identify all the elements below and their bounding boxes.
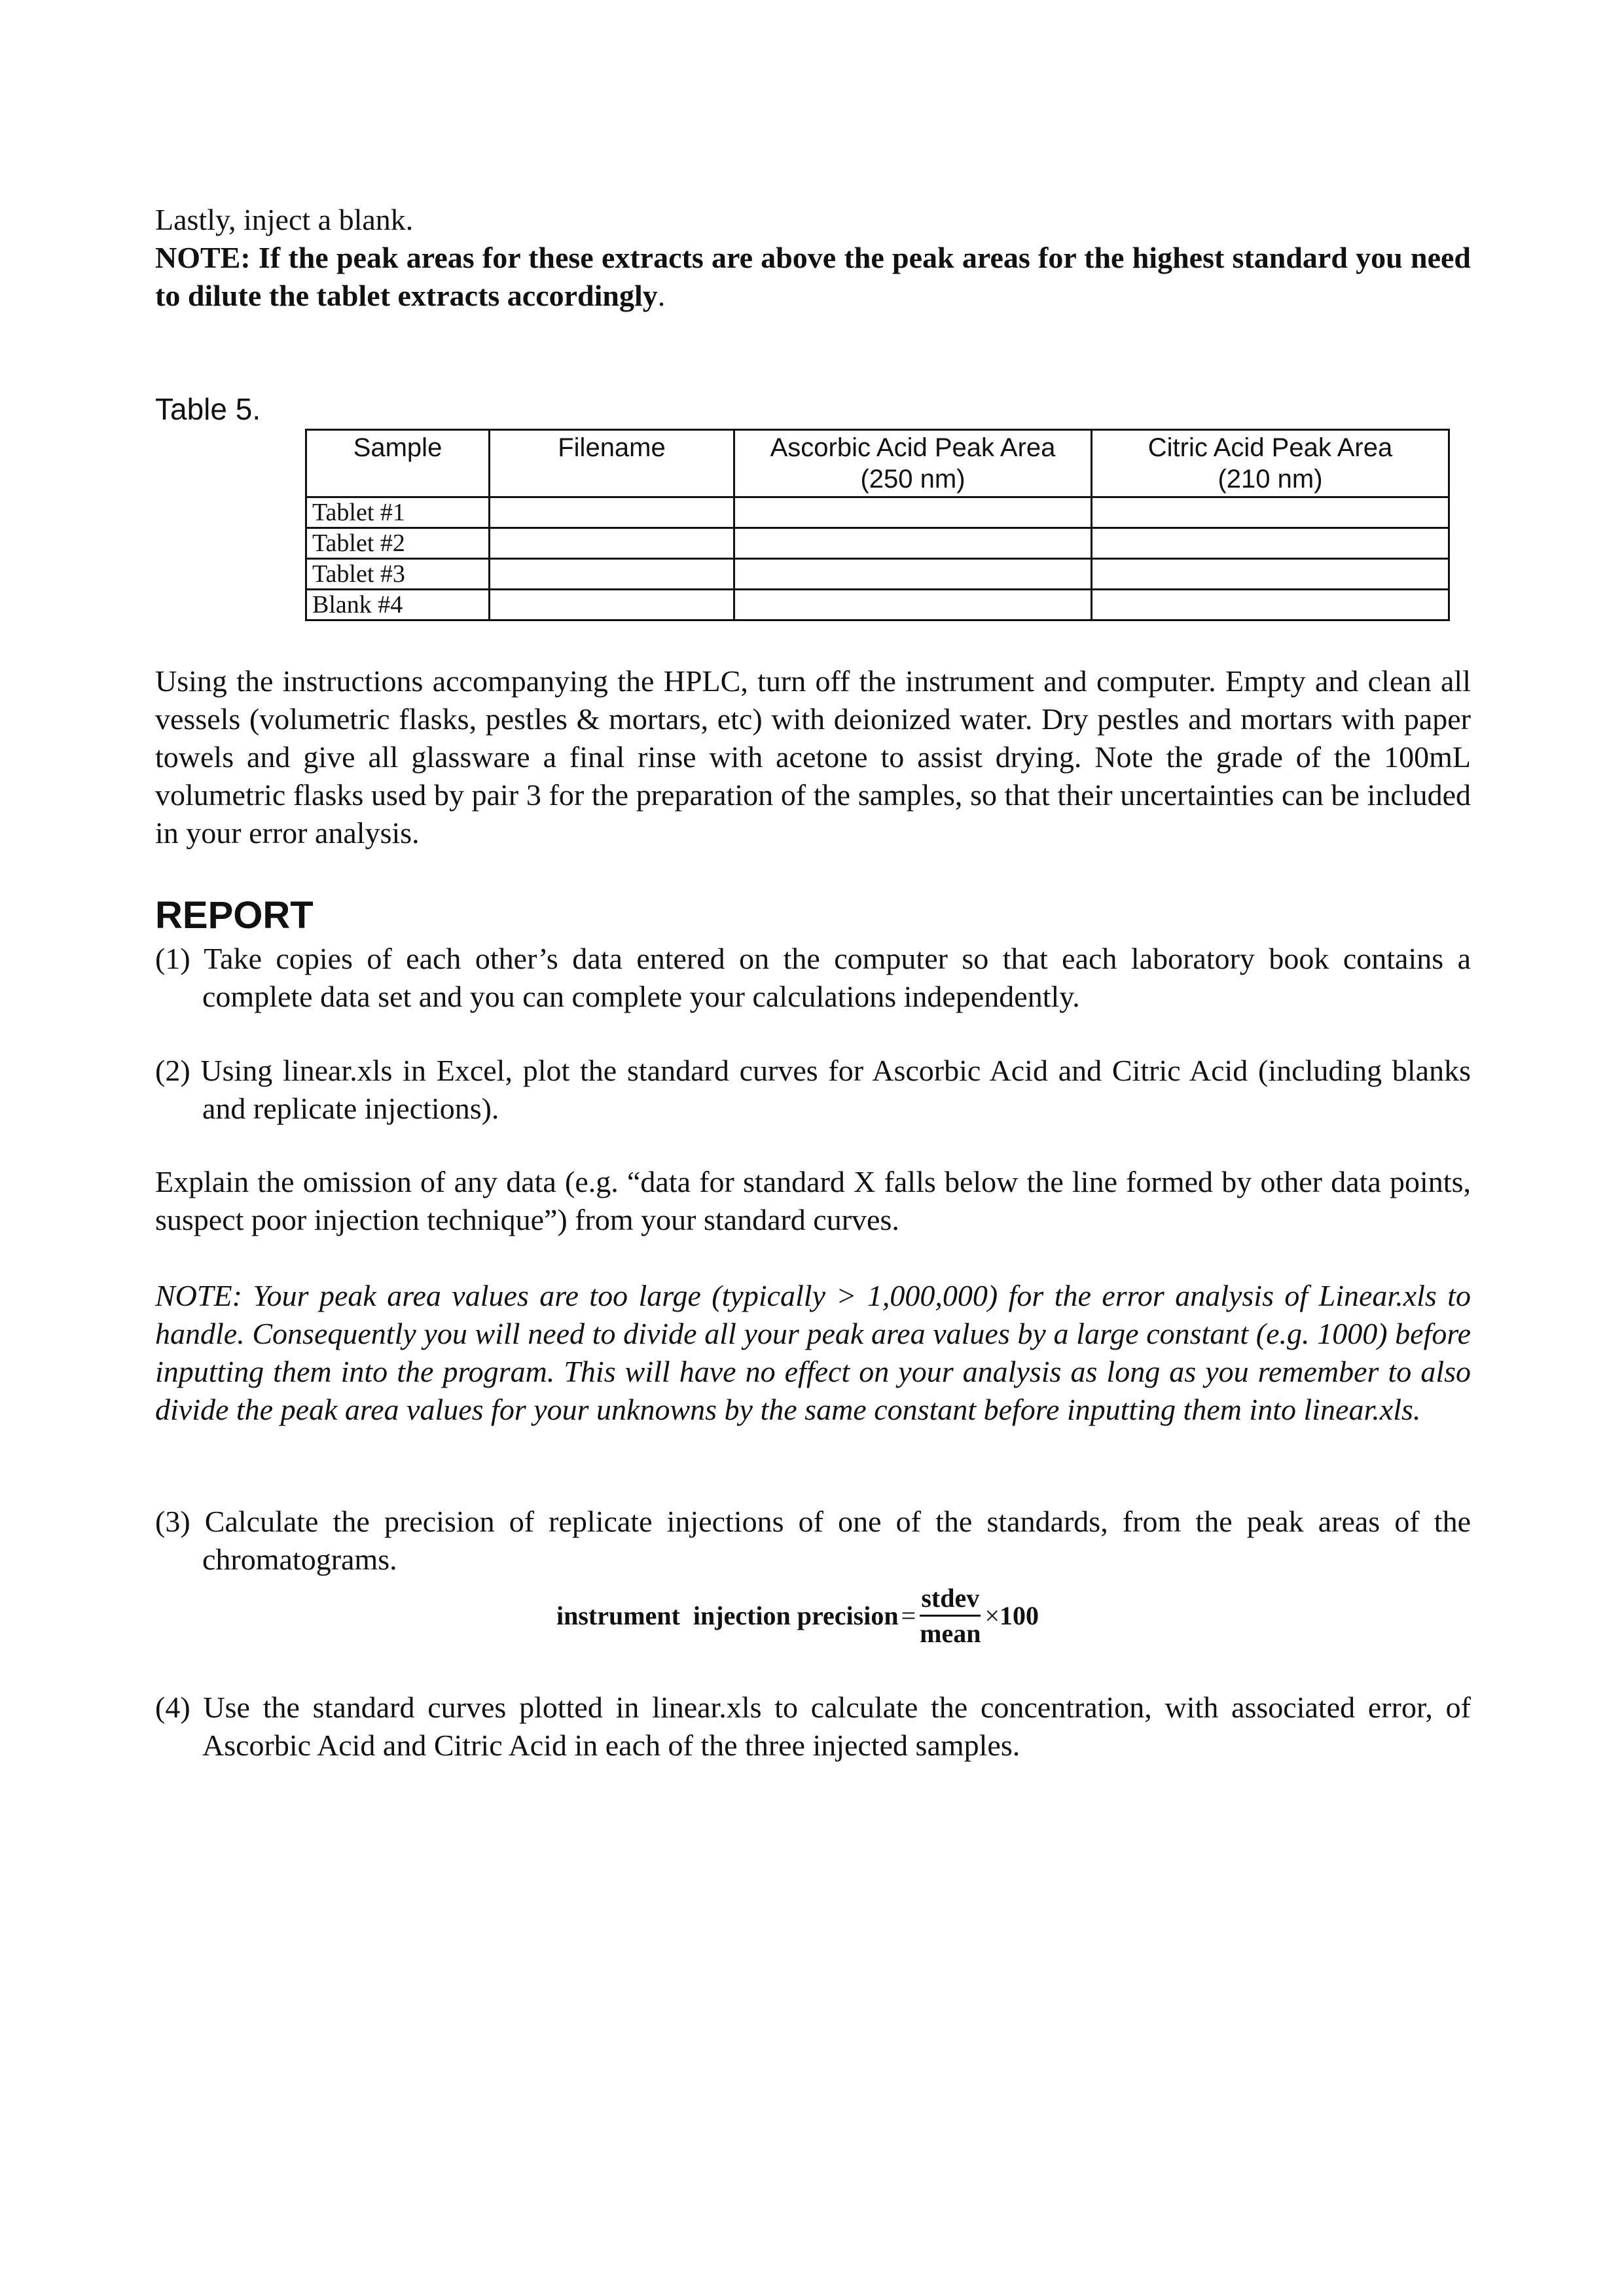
dilution-note-text: NOTE: If the peak areas for these extracts are above the peak areas for the highest standard you need to dilute the tablet extracts accordingly: [155, 241, 1471, 312]
formula-factor: 100: [1000, 1600, 1039, 1630]
table-row: [306, 528, 1449, 559]
header-ascorbic-peak-area: [734, 430, 1092, 497]
header-filename: Filename: [490, 430, 734, 497]
formula-denominator: mean: [920, 1618, 981, 1648]
cell-filename: [490, 559, 734, 590]
table-row: [306, 497, 1449, 528]
dilution-note: [155, 239, 1471, 315]
report-item-3: (3) Calculate the precision of replicate injections of one of the standards, from the peak areas of the chromatograms.: [155, 1505, 1471, 1576]
formula-times: ×: [984, 1600, 1000, 1630]
dilution-note-period: .: [657, 279, 666, 312]
cell-sample: Tablet #1: [306, 497, 490, 528]
cell-filename: [490, 497, 734, 528]
report-item-1: (1) Take copies of each other’s data entered on the computer so that each laboratory book contains a complete data set and you can complete your calculations independently.: [155, 942, 1471, 1013]
cell-ascorbic: [734, 528, 1092, 559]
cleanup-instructions: Using the instructions accompanying the HPLC, turn off the instrument and computer. Empty and clean all vessels (volumetric flasks, pestles & mortars, etc) with deionized water. Dry pestles and mortars with paper towels and give all glassware a final rinse with acetone to assist drying. Note the grade of the 100mL volumetric flasks used by pair 3 for the preparation of the samples, so that their uncertainties can be included in your error analysis.: [155, 664, 1471, 850]
table-row: [306, 590, 1449, 620]
precision-formula: [556, 1583, 1039, 1648]
cell-sample: Tablet #2: [306, 528, 490, 559]
formula-lhs: instrument injection precision: [556, 1600, 899, 1630]
report-heading: REPORT: [155, 894, 314, 937]
peak-area-scaling-note: NOTE: Your peak area values are too large (typically > 1,000,000) for the error analysis of Linear.xls to handle. Consequently you will need to divide all your peak area values by a large constant (e.g. 1000) before inputting them into the program. This will have no effect on your analysis as long as you remember to also divide the peak area values for your unknowns by the same constant before inputting them into linear.xls.: [155, 1279, 1471, 1426]
table-row: [306, 559, 1449, 590]
table-caption: Table 5.: [155, 392, 261, 426]
header-citric-peak-area: [1092, 430, 1449, 497]
header-citric-wavelength: (210 nm): [1218, 465, 1323, 493]
cell-sample: Tablet #3: [306, 559, 490, 590]
cell-citric: [1092, 497, 1449, 528]
cell-citric: [1092, 590, 1449, 620]
peak-area-table: [305, 429, 1450, 621]
inject-blank-instruction: Lastly, inject a blank.: [155, 203, 414, 236]
header-sample: Sample: [306, 430, 490, 497]
header-ascorbic-label: Ascorbic Acid Peak Area: [770, 433, 1056, 462]
formula-fraction: [920, 1583, 981, 1649]
cell-ascorbic: [734, 497, 1092, 528]
formula-equals: =: [901, 1600, 916, 1630]
table-header-row: [306, 430, 1449, 497]
cell-ascorbic: [734, 590, 1092, 620]
cell-filename: [490, 528, 734, 559]
cell-filename: [490, 590, 734, 620]
header-citric-label: Citric Acid Peak Area: [1147, 433, 1393, 462]
intro-section: [155, 201, 1471, 315]
formula-numerator: stdev: [920, 1583, 981, 1617]
report-item-4: (4) Use the standard curves plotted in linear.xls to calculate the concentration, with associated error, of Ascorbic Acid and Citric Acid in each of the three injected samples.: [155, 1691, 1471, 1762]
omission-instruction: Explain the omission of any data (e.g. “data for standard X falls below the line formed by other data points, suspect poor injection technique”) from your standard curves.: [155, 1165, 1471, 1236]
cell-citric: [1092, 528, 1449, 559]
cell-citric: [1092, 559, 1449, 590]
cell-ascorbic: [734, 559, 1092, 590]
report-item-2: (2) Using linear.xls in Excel, plot the standard curves for Ascorbic Acid and Citric Acid (including blanks and replicate injections).: [155, 1054, 1471, 1125]
header-ascorbic-wavelength: (250 nm): [860, 465, 965, 493]
cell-sample: Blank #4: [306, 590, 490, 620]
